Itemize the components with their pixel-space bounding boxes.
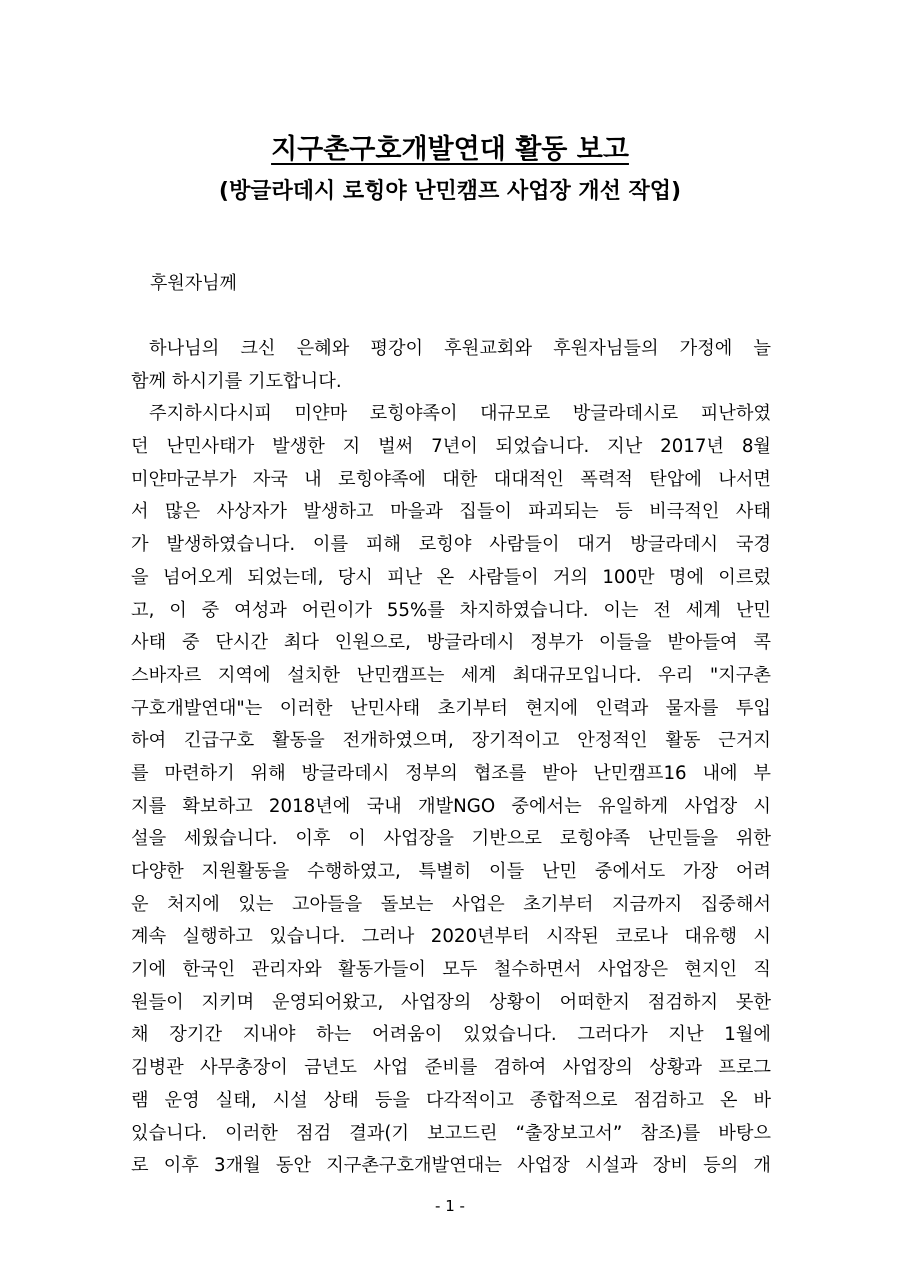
paragraph-line: 설을 세웠습니다. 이후 이 사업장을 기반으로 로힝야족 난민들을 위한 — [131, 828, 771, 850]
paragraph-line: 을 넘어오게 되었는데, 당시 피난 온 사람들이 거의 100만 명에 이르렀 — [131, 566, 771, 588]
paragraph-line: 사태 중 단시간 최다 인원으로, 방글라데시 정부가 이들을 받아들여 콕 — [131, 632, 771, 654]
paragraph-line: 하여 긴급구호 활동을 전개하였으며, 장기적이고 안정적인 활동 근거지 — [131, 730, 771, 752]
paragraph-line: 던 난민사태가 발생한 지 벌써 7년이 되었습니다. 지난 2017년 8월 — [131, 436, 771, 458]
paragraph-line: 원들이 지키며 운영되어왔고, 사업장의 상황이 어떠한지 점검하지 못한 — [131, 991, 771, 1013]
paragraph-line: 기에 한국인 관리자와 활동가들이 모두 철수하면서 사업장은 현지인 직 — [131, 959, 771, 981]
paragraph-line: 다양한 지원활동을 수행하였고, 특별히 이들 난민 중에서도 가장 어려 — [131, 861, 771, 882]
paragraph-line: 채 장기간 지내야 하는 어려움이 있었습니다. 그러다가 지난 1월에 — [131, 1024, 771, 1046]
paragraph-line: 로 이후 3개월 동안 지구촌구호개발연대는 사업장 시설과 장비 등의 개 — [131, 1155, 771, 1177]
paragraph-line: 하나님의 크신 은혜와 평강이 후원교회와 후원자님들의 가정에 늘 — [149, 338, 771, 359]
paragraph-line: 함께 하시기를 기도합니다. — [131, 370, 342, 392]
paragraph-line: 미얀마군부가 자국 내 로힝야족에 대한 대대적인 폭력적 탄압에 나서면 — [131, 468, 771, 490]
body-text — [131, 333, 771, 1183]
document-title-text: 지구촌구호개발연대 활동 보고 — [271, 134, 629, 165]
paragraph-line: 지를 확보하고 2018년에 국내 개발NGO 중에서는 유일하게 사업장 시 — [131, 795, 771, 817]
paragraph-line: 주지하시다시피 미얀마 로힝야족이 대규모로 방글라데시로 피난하였 — [149, 403, 771, 425]
paragraph-line: 구호개발연대"는 이러한 난민사태 초기부터 현지에 인력과 물자를 투입 — [131, 697, 771, 719]
document-title — [0, 132, 900, 168]
paragraph-line: 고, 이 중 여성과 어린이가 55%를 차지하였습니다. 이는 전 세계 난민 — [131, 599, 771, 621]
salutation: 후원자님께 — [150, 273, 237, 294]
paragraph-line: 김병관 사무총장이 금년도 사업 준비를 겸하여 사업장의 상황과 프로그 — [131, 1057, 771, 1079]
paragraph-line: 스바자르 지역에 설치한 난민캠프는 세계 최대규모입니다. 우리 "지구촌 — [131, 664, 771, 686]
paragraph-line: 운 처지에 있는 고아들을 돌보는 사업은 초기부터 지금까지 집중해서 — [131, 893, 771, 915]
paragraph-line: 램 운영 실태, 시설 상태 등을 다각적이고 종합적으로 점검하고 온 바 — [131, 1089, 771, 1111]
paragraph-line: 가 발생하였습니다. 이를 피해 로힝야 사람들이 대거 방글라데시 국경 — [131, 534, 771, 556]
paragraph-line: 서 많은 사상자가 발생하고 마을과 집들이 파괴되는 등 비극적인 사태 — [131, 501, 771, 523]
paragraph-line: 계속 실행하고 있습니다. 그러나 2020년부터 시작된 코로나 대유행 시 — [131, 926, 771, 948]
page-number: - 1 - — [435, 1197, 465, 1215]
paragraph-line: 를 마련하기 위해 방글라데시 정부의 협조를 받아 난민캠프16 내에 부 — [131, 762, 771, 784]
document-subtitle: (방글라데시 로힝야 난민캠프 사업장 개선 작업) — [218, 179, 682, 204]
paragraph-line: 있습니다. 이러한 점검 결과(기 보고드린 “출장보고서” 참조)를 바탕으 — [131, 1122, 771, 1144]
